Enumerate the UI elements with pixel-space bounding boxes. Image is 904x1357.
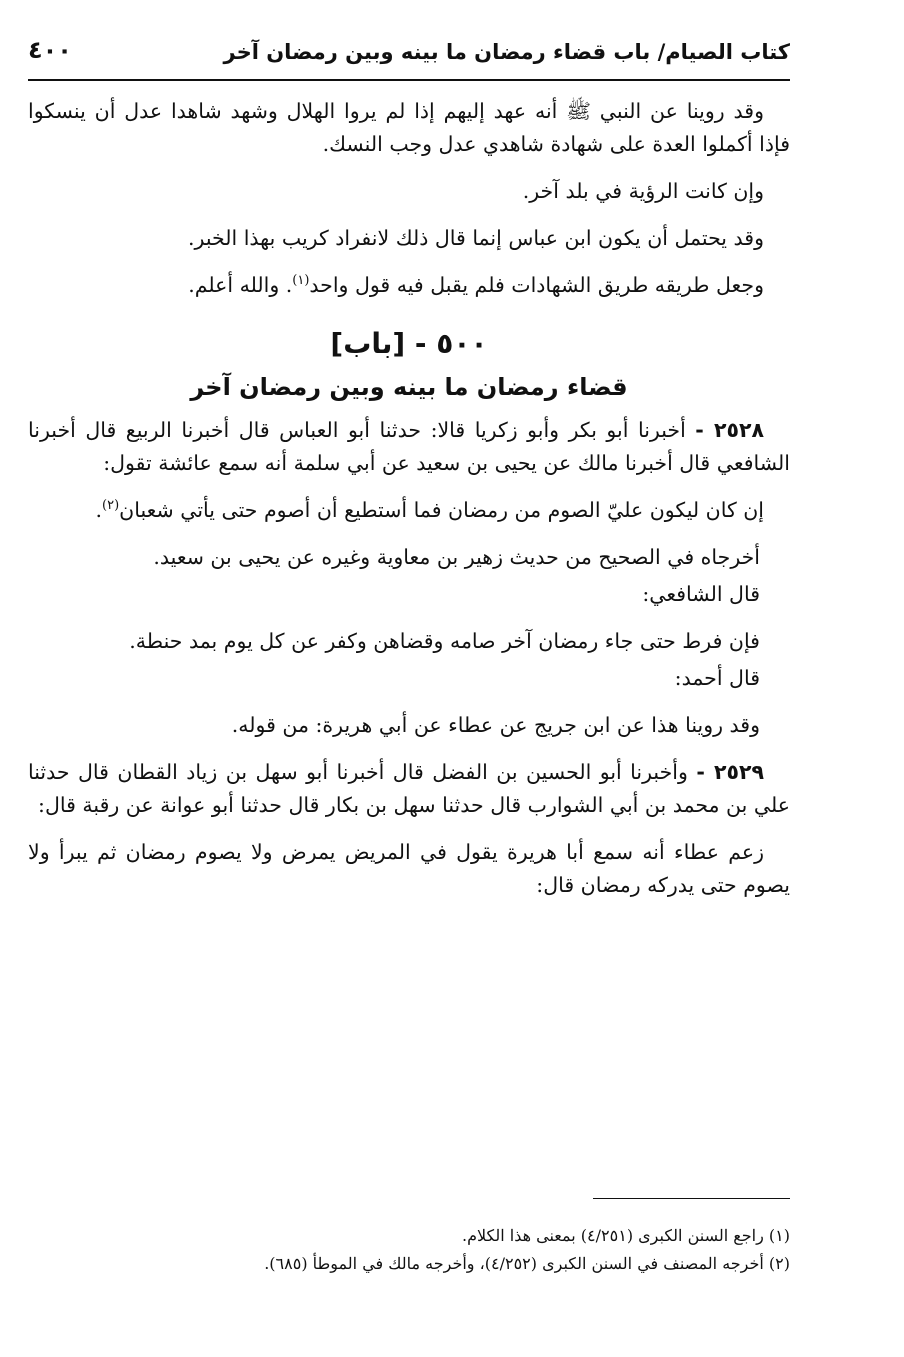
hadith-number: ٢٥٢٩ - — [696, 760, 764, 784]
hadith-text: وأخبرنا أبو الحسين بن الفضل قال أخبرنا أبو سهل بن زياد القطان قال حدثنا علي بن محمد بن أبي الشوارب قال حدثنا سهل بن بكار قال حدثنا أبو عوانة عن رقبة قال: — [28, 760, 790, 817]
paragraph: فإن فرط حتى جاء رمضان آخر صامه وقضاهن وكفر عن كل يوم بمد حنطة. — [129, 629, 760, 653]
header-title: كتاب الصيام/ باب قضاء رمضان ما بينه وبين رمضان آخر — [223, 40, 790, 64]
footnote-ref: (١) — [292, 273, 310, 289]
chapter-heading: ٥٠٠ - [باب] — [330, 327, 488, 360]
quote-paragraph — [28, 494, 790, 527]
speaker-label: قال أحمد: — [674, 666, 760, 690]
main-text — [28, 95, 790, 916]
paragraph: زعم عطاء أنه سمع أبا هريرة يقول في المريض يمرض ولا يصوم رمضان ثم يبرأ ولا يصوم حتى يدركه رمضان قال: — [28, 840, 790, 897]
quote-text: إن كان ليكون عليّ الصوم من رمضان فما أستطيع أن أصوم حتى يأتي شعبان — [119, 498, 764, 522]
hadith-2528 — [28, 414, 790, 480]
speaker-label: قال الشافعي: — [642, 582, 760, 606]
paragraph: أخرجاه في الصحيح من حديث زهير بن معاوية وغيره عن يحيى بن سعيد. — [153, 545, 760, 569]
paragraph-text: وجعل طريقه طريق الشهادات فلم يقبل فيه قول واحد — [309, 273, 764, 297]
quote-text: . — [95, 498, 103, 522]
footnote-rule — [593, 1198, 790, 1199]
paragraph: وإن كانت الرؤية في بلد آخر. — [522, 179, 764, 203]
paragraph: وقد يحتمل أن يكون ابن عباس إنما قال ذلك لانفراد كريب بهذا الخبر. — [188, 226, 764, 250]
page-number: ٤٠٠ — [28, 36, 72, 64]
footnotes — [28, 1222, 790, 1278]
paragraph: وقد روينا عن النبي ﷺ أنه عهد إليهم إذا لم يروا الهلال وشهد شاهدا عدل أن ينسكوا فإذا أكملوا العدة على شهادة شاهدي عدل وجب النسك. — [28, 99, 790, 156]
hadith-number: ٢٥٢٨ - — [695, 418, 764, 442]
paragraph — [28, 269, 790, 302]
footnote-1: (١) راجع السنن الكبرى (٤/٢٥١) بمعنى هذا الكلام. — [461, 1226, 790, 1245]
footnote-2: (٢) أخرجه المصنف في السنن الكبرى (٤/٢٥٢)، وأخرجه مالك في الموطأ (٦٨٥). — [264, 1254, 790, 1273]
footnote-ref: (٢) — [102, 498, 120, 514]
header-rule — [28, 79, 790, 81]
running-header — [28, 30, 790, 74]
hadith-2529 — [28, 756, 790, 822]
chapter-subtitle: قضاء رمضان ما بينه وبين رمضان آخر — [190, 373, 628, 401]
hadith-text: أخبرنا أبو بكر وأبو زكريا قالا: حدثنا أبو العباس قال أخبرنا الربيع قال أخبرنا الشافعي قال أخبرنا مالك عن يحيى بن سعيد عن أبي سلمة أنه سمع عائشة تقول: — [28, 418, 790, 475]
paragraph: وقد روينا هذا عن ابن جريج عن عطاء عن أبي هريرة: من قوله. — [231, 713, 760, 737]
paragraph-text: . والله أعلم. — [188, 273, 293, 297]
